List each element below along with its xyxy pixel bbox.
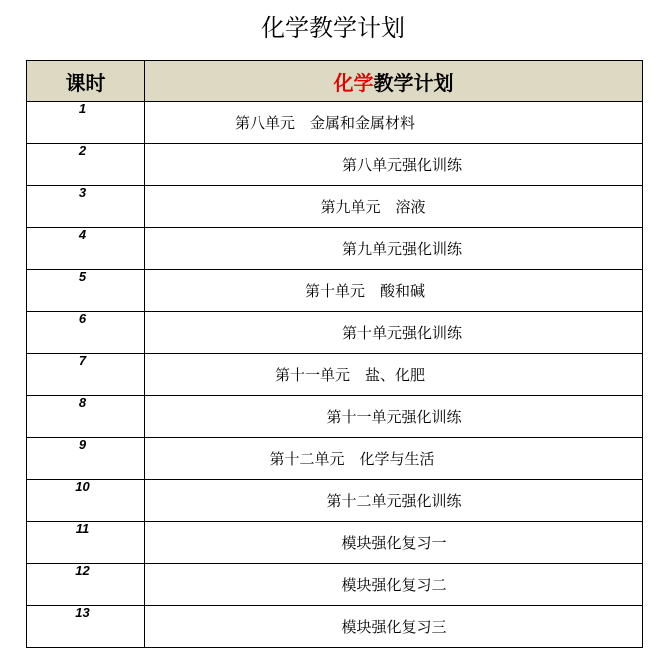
table-header-row [27, 61, 643, 102]
table-row [27, 354, 643, 396]
lesson-number [27, 396, 145, 438]
lesson-number [27, 606, 145, 648]
table-row [27, 438, 643, 480]
lesson-number [27, 438, 145, 480]
lesson-content-text: 模块强化复习二 [341, 575, 447, 594]
lesson-number-text: 13 [75, 605, 90, 620]
header-plan [145, 61, 643, 102]
lesson-content-text: 第九单元 溶液 [320, 197, 426, 216]
lesson-content [145, 396, 643, 438]
lesson-number-text: 2 [78, 143, 87, 158]
lesson-number-text: 3 [78, 185, 87, 200]
table-row [27, 564, 643, 606]
lesson-content-text: 第十二单元 化学与生活 [269, 449, 435, 468]
lesson-content-text: 第八单元强化训练 [341, 155, 462, 174]
lesson-content [145, 228, 643, 270]
header-plan-rest: 教学计划 [373, 70, 454, 95]
lesson-content-text: 第十一单元强化训练 [326, 407, 462, 426]
lesson-content [145, 522, 643, 564]
lesson-number [27, 186, 145, 228]
table-row [27, 270, 643, 312]
lesson-number-text: 7 [78, 353, 87, 368]
lesson-content-text: 第九单元强化训练 [341, 239, 462, 258]
lesson-content-text: 第八单元 金属和金属材料 [234, 113, 415, 132]
lesson-number [27, 564, 145, 606]
lesson-content-text: 第十单元 酸和碱 [304, 281, 425, 300]
lesson-number-text: 10 [75, 479, 90, 494]
lesson-content [145, 354, 643, 396]
header-lesson: 课时 [27, 61, 145, 102]
table-row [27, 228, 643, 270]
lesson-number-text: 8 [78, 395, 87, 410]
table-row [27, 396, 643, 438]
lesson-number [27, 270, 145, 312]
lesson-number-text: 6 [78, 311, 87, 326]
table-row [27, 522, 643, 564]
table-row [27, 312, 643, 354]
lesson-number [27, 312, 145, 354]
lesson-number-text: 12 [75, 563, 90, 578]
lesson-content [145, 606, 643, 648]
lesson-content [145, 312, 643, 354]
lesson-content-text: 模块强化复习三 [341, 617, 447, 636]
lesson-content [145, 438, 643, 480]
table-row [27, 144, 643, 186]
header-plan-highlight: 化学 [333, 70, 374, 95]
table-row [27, 102, 643, 144]
lesson-content [145, 144, 643, 186]
page-title: 化学教学计划 [261, 14, 405, 42]
lesson-number-text: 11 [75, 521, 90, 536]
lesson-content-text: 第十一单元 盐、化肥 [274, 365, 425, 384]
lesson-number-text: 4 [78, 227, 87, 242]
lesson-content [145, 270, 643, 312]
lesson-content [145, 564, 643, 606]
lesson-number [27, 522, 145, 564]
table-row [27, 186, 643, 228]
lesson-content [145, 102, 643, 144]
teaching-plan-table [26, 60, 643, 648]
table-row [27, 606, 643, 648]
lesson-number [27, 354, 145, 396]
lesson-content [145, 186, 643, 228]
lesson-content-text: 第十单元强化训练 [341, 323, 462, 342]
lesson-number [27, 102, 145, 144]
lesson-number-text: 1 [78, 101, 87, 116]
table-row [27, 480, 643, 522]
lesson-content-text: 模块强化复习一 [341, 533, 447, 552]
lesson-number [27, 480, 145, 522]
lesson-number [27, 144, 145, 186]
lesson-number-text: 9 [78, 437, 87, 452]
lesson-content-text: 第十二单元强化训练 [326, 491, 462, 510]
lesson-number [27, 228, 145, 270]
lesson-number-text: 5 [78, 269, 87, 284]
lesson-content [145, 480, 643, 522]
